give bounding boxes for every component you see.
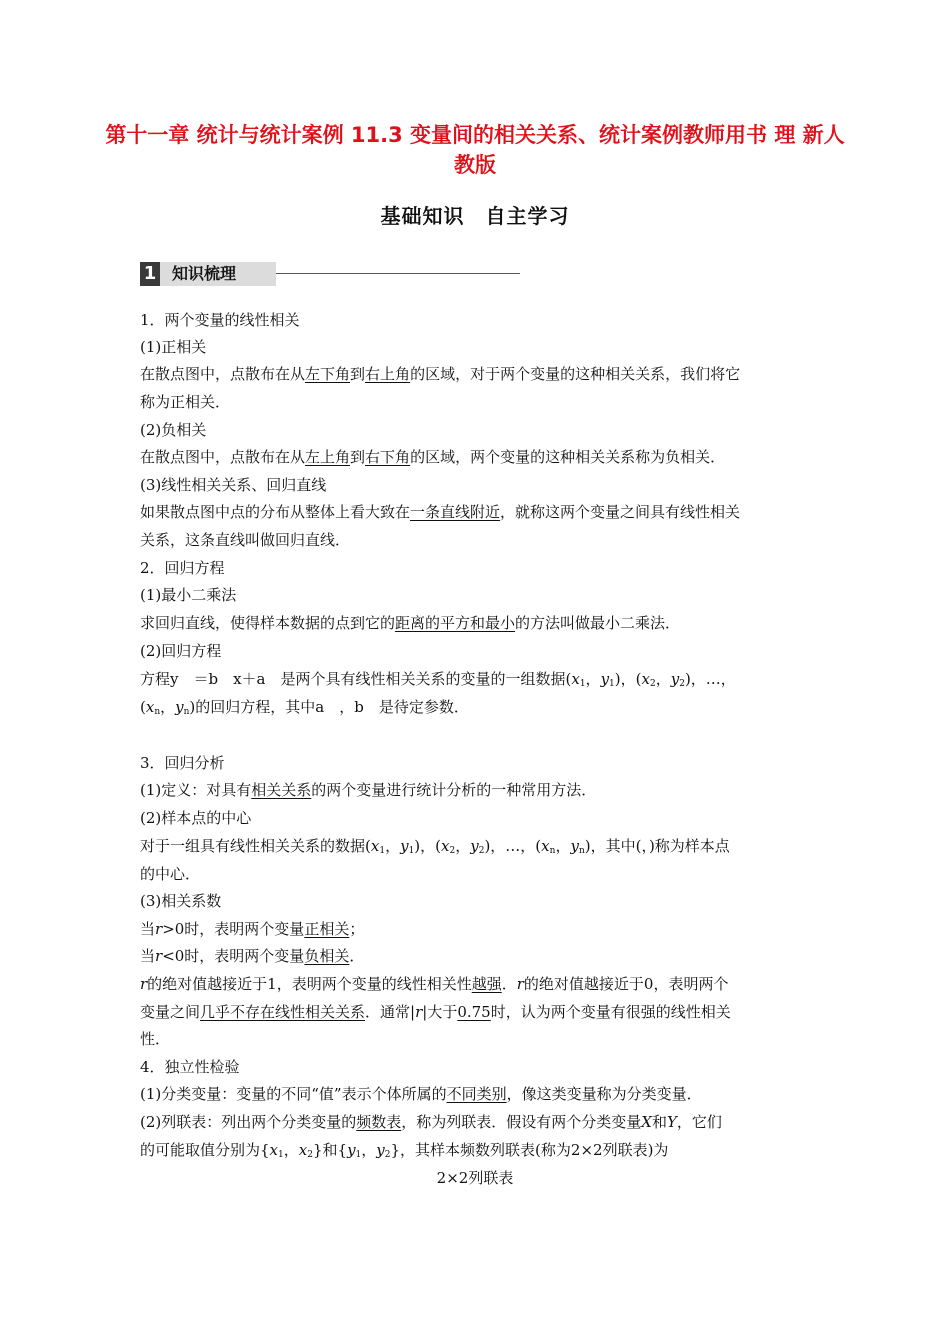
subheading-correlation-coefficient: (3)相关系数 [140, 892, 222, 910]
text-line: 在散点图中，点散布在从左上角到右下角的区域，两个变量的这种相关关系称为负相关． [140, 448, 726, 466]
answer-blank: 0.75 [457, 1003, 491, 1021]
text-line: 如果散点图中点的分布从整体上看大致在一条直线附近，就称这两个变量之间具有线性相关 [140, 503, 741, 521]
section-header [140, 262, 520, 286]
document-title: 第十一章 统计与统计案例 11.3 变量间的相关关系、统计案例教师用书 理 新人教版 [105, 123, 845, 177]
text-line: 在散点图中，点散布在从左下角到右上角的区域，对于两个变量的这种相关关系，我们将它 [140, 365, 741, 383]
answer-blank: 几乎不存在线性相关关系 [200, 1003, 366, 1021]
text-line: 的中心． [140, 865, 201, 883]
heading-regression-equation: 2．回归方程 [140, 559, 225, 577]
answer-blank: 频数表 [356, 1113, 402, 1131]
subheading-least-squares: (1)最小二乘法 [140, 586, 237, 604]
subheading-regression-eq: (2)回归方程 [140, 642, 222, 660]
answer-blank: 相关关系 [251, 781, 312, 799]
section-subtitle: 基础知识 自主学习 [380, 204, 570, 228]
section-number-badge: 1 [140, 262, 160, 286]
answer-blank: 左下角 [305, 365, 351, 383]
answer-blank: 距离的平方和最小 [395, 614, 516, 632]
answer-blank: 右上角 [365, 365, 411, 383]
text-line: 当r>0时，表明两个变量正相关； [140, 920, 365, 938]
subheading-positive: (1)正相关 [140, 338, 207, 356]
text-line: 方程y ＝b x＋a 是两个具有线性相关关系的变量的一组数据($x_1$，$y_1$)，($x_2$，$y_2$)，…， [140, 670, 736, 689]
heading-linear-correlation: 1．两个变量的线性相关 [140, 311, 300, 329]
answer-blank: 右下角 [365, 448, 411, 466]
subheading-negative: (2)负相关 [140, 421, 207, 439]
table-caption: 2×2列联表 [436, 1169, 514, 1187]
subheading-regression-line: (3)线性相关关系、回归直线 [140, 476, 327, 494]
text-line: 关系，这条直线叫做回归直线． [140, 531, 351, 549]
text-line: 对于一组具有线性相关关系的数据($x_1$，$y_1$)，($x_2$，$y_2$)，…，($x_n$，$y_n$)，其中(，)称为样本点 [140, 837, 730, 856]
answer-blank: 负相关 [304, 947, 350, 965]
text-line: 称为正相关． [140, 393, 231, 411]
text-line: 求回归直线，使得样本数据的点到它的距离的平方和最小的方法叫做最小二乘法． [140, 614, 681, 632]
heading-regression-analysis: 3．回归分析 [140, 754, 225, 772]
answer-blank: 不同类别 [446, 1085, 507, 1103]
text-line: ($x_n$，$y_n$)的回归方程，其中a ，b 是待定参数． [140, 698, 469, 717]
answer-blank: 一条直线附近 [410, 503, 501, 521]
section-label: 知识梳理 [160, 262, 276, 286]
text-line: (2)列联表：列出两个分类变量的频数表，称为列联表．假设有两个分类变量X和Y，它们 [140, 1113, 722, 1131]
text-line: (1)分类变量：变量的不同“值”表示个体所属的不同类别，像这类变量称为分类变量． [140, 1085, 702, 1103]
text-line: (1)定义：对具有相关关系的两个变量进行统计分析的一种常用方法． [140, 781, 597, 799]
heading-independence-test: 4．独立性检验 [140, 1058, 240, 1076]
answer-blank: 越强 [471, 975, 502, 993]
text-line: 性． [140, 1030, 171, 1048]
answer-blank: 左上角 [305, 448, 351, 466]
text-line: r的绝对值越接近于1，表明两个变量的线性相关性越强．r的绝对值越接近于0，表明两个 [140, 975, 729, 993]
text-line: 当r<0时，表明两个变量负相关． [140, 947, 365, 965]
subheading-sample-center: (2)样本点的中心 [140, 809, 252, 827]
text-line: 的可能取值分别为{$x_1$，$x_2$}和{$y_1$，$y_2$}，其样本频数列联表(称为2×2列联表)为 [140, 1141, 669, 1160]
text-line: 变量之间几乎不存在线性相关关系．通常|r|大于0.75时，认为两个变量有很强的线性相关 [140, 1003, 731, 1021]
section-divider [276, 273, 520, 274]
answer-blank: 正相关 [304, 920, 350, 938]
